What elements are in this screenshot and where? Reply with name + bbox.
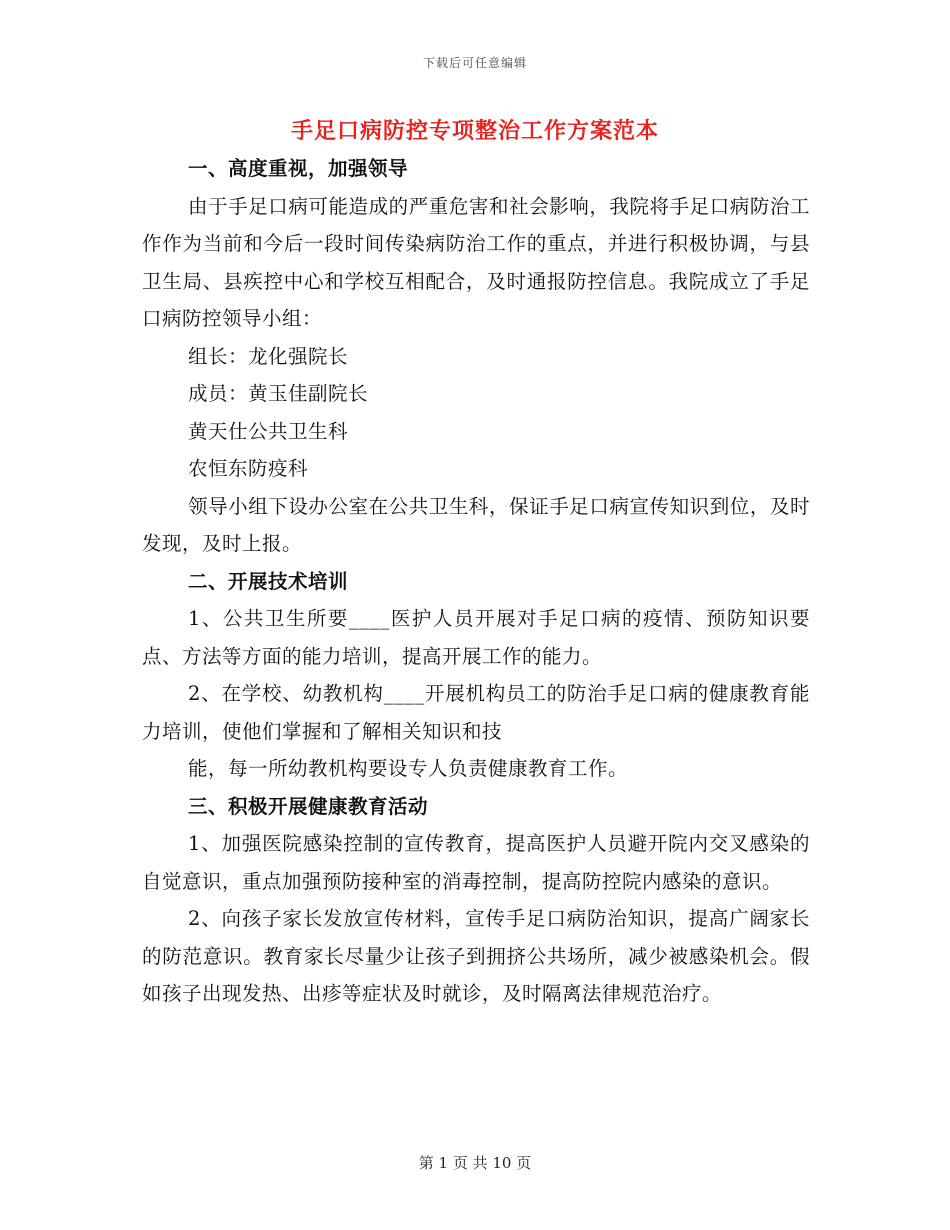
document-title: 手足口病防控专项整治工作方案范本 [290, 118, 659, 144]
page-number: 第 1 页 共 10 页 [418, 1154, 532, 1172]
group-leader-line: 组长：龙化强院长 [188, 344, 349, 368]
section-heading-1: 一、高度重视，加强领导 [188, 157, 409, 180]
section-3-paragraph-2: 2、向孩子家长发放宣传材料，宣传手足口病防治知识，提高广阔家长的防范意识。教育家长尽量少让孩子到拥挤公共场所，减少被感染机会。假如孩子出现发热、出疹等症状及时就诊，及时隔离法律规范治疗。 [142, 907, 810, 1005]
section-2-paragraph-1: 1、公共卫生所要____医护人员开展对手足口病的疫情、预防知识要点、方法等方面的能力培训，提高开展工作的能力。 [142, 607, 810, 668]
group-member-line-1: 成员：黄玉佳副院长 [188, 382, 369, 405]
section-1-paragraph-1: 由于手足口病可能造成的严重危害和社会影响，我院将手足口病防治工作作为当前和今后一段时间传染病防治工作的重点，并进行积极协调，与县卫生局、县疾控中心和学校互相配合，及时通报防控信息。我院成立了手足口病防控领导小组： [142, 194, 810, 330]
section-heading-2: 二、开展技术培训 [188, 569, 349, 593]
page-header-note: 下载后可任意编辑 [422, 56, 527, 70]
section-2-paragraph-3: 能，每一所幼教机构要设专人负责健康教育工作。 [188, 757, 629, 780]
section-heading-3: 三、积极开展健康教育活动 [188, 794, 429, 818]
section-3-paragraph-1: 1、加强医院感染控制的宣传教育，提高医护人员避开院内交叉感染的自觉意识，重点加强预防接种室的消毒控制，提高防控院内感染的意识。 [142, 832, 810, 893]
group-member-line-3: 农恒东防疫科 [188, 457, 309, 480]
section-2-paragraph-2: 2、在学校、幼教机构____开展机构员工的防治手足口病的健康教育能力培训，使他们掌握和了解相关知识和技 [142, 682, 810, 743]
group-member-line-2: 黄天仕公共卫生科 [188, 419, 349, 443]
document-body [142, 150, 810, 1013]
section-1-paragraph-2: 领导小组下设办公室在公共卫生科，保证手足口病宣传知识到位，及时发现，及时上报。 [142, 494, 810, 555]
